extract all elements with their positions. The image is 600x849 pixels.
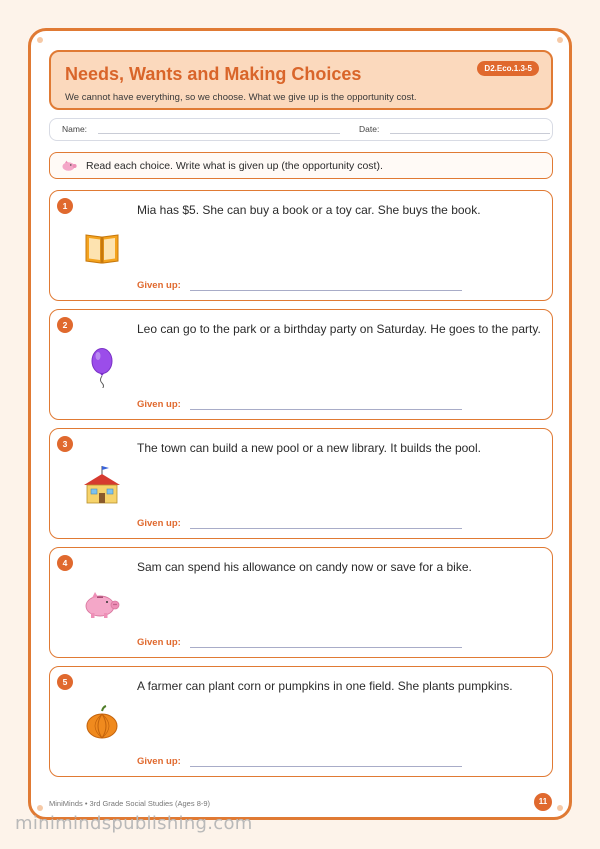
- standard-badge: D2.Eco.1.3-5: [477, 61, 539, 76]
- name-field[interactable]: [98, 133, 340, 134]
- question-number: 3: [57, 436, 73, 452]
- question-number: 5: [57, 674, 73, 690]
- question-card: [49, 547, 553, 658]
- footer-text: MiniMinds • 3rd Grade Social Studies (Ages 8-9): [49, 799, 211, 808]
- given-up-label: Given up:: [137, 280, 181, 291]
- corner-dot: [37, 37, 43, 43]
- question-number: 4: [57, 555, 73, 571]
- corner-dot: [557, 805, 563, 811]
- instructions-text: Read each choice. Write what is given up (the opportunity cost).: [86, 160, 383, 172]
- name-label: Name:: [62, 124, 88, 134]
- question-card: [49, 190, 553, 301]
- page-title: Needs, Wants and Making Choices: [65, 64, 362, 84]
- question-card: [49, 428, 553, 539]
- answer-line[interactable]: [190, 290, 462, 291]
- given-up-label: Given up:: [137, 637, 181, 648]
- question-text: Sam can spend his allowance on candy now or save for a bike.: [137, 560, 472, 574]
- question-card: [49, 666, 553, 777]
- student-info-bar: [49, 118, 553, 141]
- worksheet-page: [28, 28, 572, 820]
- answer-line[interactable]: [190, 766, 462, 767]
- date-label: Date:: [359, 124, 380, 134]
- corner-dot: [37, 805, 43, 811]
- question-card: [49, 309, 553, 420]
- schoolhouse-icon: [80, 463, 124, 507]
- worksheet-header: [49, 50, 553, 110]
- question-number: 1: [57, 198, 73, 214]
- pig-icon: [61, 160, 77, 172]
- answer-line[interactable]: [190, 409, 462, 410]
- question-number: 2: [57, 317, 73, 333]
- page-subtitle: We cannot have everything, so we choose. What we give up is the opportunity cost.: [65, 92, 417, 103]
- pumpkin-icon: [80, 701, 124, 745]
- instructions-box: [49, 152, 553, 179]
- page-number: 11: [534, 793, 552, 811]
- book-icon: [80, 225, 124, 269]
- corner-dot: [557, 37, 563, 43]
- given-up-label: Given up:: [137, 756, 181, 767]
- date-field[interactable]: [390, 133, 550, 134]
- question-text: Leo can go to the park or a birthday party on Saturday. He goes to the party.: [137, 322, 541, 336]
- given-up-label: Given up:: [137, 399, 181, 410]
- question-text: A farmer can plant corn or pumpkins in one field. She plants pumpkins.: [137, 679, 513, 693]
- answer-line[interactable]: [190, 528, 462, 529]
- question-text: Mia has $5. She can buy a book or a toy car. She buys the book.: [137, 203, 481, 217]
- question-text: The town can build a new pool or a new library. It builds the pool.: [137, 441, 481, 455]
- balloon-icon: [80, 344, 124, 388]
- piggy-bank-icon: [80, 582, 124, 626]
- given-up-label: Given up:: [137, 518, 181, 529]
- publisher-watermark: minimindspublishing.com: [15, 813, 253, 834]
- answer-line[interactable]: [190, 647, 462, 648]
